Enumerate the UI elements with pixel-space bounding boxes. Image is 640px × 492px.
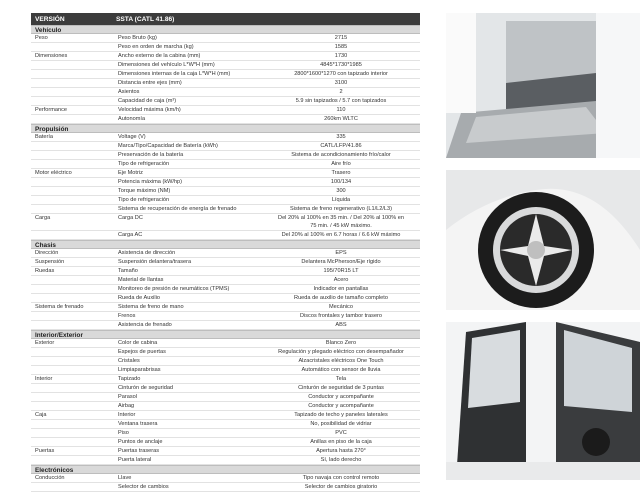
row-value: Alzacristales eléctricos One Touch: [298, 358, 384, 364]
row-group: [31, 420, 116, 428]
row-value: 110: [336, 107, 346, 113]
table-row: [31, 205, 420, 214]
table-row: [31, 366, 420, 375]
row-group: [31, 348, 116, 356]
row-group: [31, 483, 116, 491]
row-spec: Marca/Tipo/Capacidad de Batería (kWh): [118, 143, 218, 149]
row-value: Sí, lado derecho: [320, 457, 362, 463]
row-value: PVC: [335, 430, 347, 436]
row-spec: Carga DC: [118, 215, 143, 221]
row-group: [31, 429, 116, 437]
section-title: Chasis: [31, 240, 420, 249]
row-value: Tapizado de techo y paneles laterales: [294, 412, 388, 418]
row-group: Exterior: [35, 340, 55, 346]
row-spec: Cristales: [118, 358, 140, 364]
row-group: [31, 294, 116, 302]
table-row: [31, 375, 420, 384]
row-spec: Carga AC: [118, 232, 143, 238]
row-value: Sistema de acondicionamiento frío/calor: [291, 152, 391, 158]
row-group: [31, 142, 116, 150]
row-value: 2800*1600*1270 con tapizado interior: [294, 71, 388, 77]
table-row: [31, 169, 420, 178]
row-spec: Piso: [118, 430, 129, 436]
row-spec: Tapizado: [118, 376, 141, 382]
row-group: [31, 384, 116, 392]
row-value: Regulación y plegado eléctrico con desempañador: [278, 349, 404, 355]
table-row: [31, 339, 420, 348]
row-value: Selector de cambios giratorio: [304, 484, 378, 490]
table-row: [31, 133, 420, 142]
row-group: [31, 178, 116, 186]
row-spec: Tipo de refrigeración: [118, 161, 170, 167]
row-value: Discos frontales y tambor trasero: [299, 313, 383, 319]
row-group: [31, 402, 116, 410]
row-group: [31, 285, 116, 293]
row-group: Conducción: [35, 475, 65, 481]
row-value: 5.9 sin tapizados / 5.7 con tapizados: [295, 98, 387, 104]
row-spec: Preservación de la batería: [118, 152, 184, 158]
row-value: Trasero: [331, 170, 351, 176]
row-group: Carga: [35, 215, 51, 221]
wheel-photo: [446, 170, 640, 310]
row-group: [31, 366, 116, 374]
row-spec: Capacidad de caja (m³): [118, 98, 177, 104]
row-group: [31, 151, 116, 159]
row-group: Caja: [35, 412, 47, 418]
table-row: [31, 429, 420, 438]
row-group: [31, 393, 116, 401]
row-group: [31, 79, 116, 87]
row-value: Rueda de auxilio de tamaño completo: [294, 295, 388, 301]
section-title: Vehículo: [31, 25, 420, 34]
table-row: [31, 438, 420, 447]
row-spec: Sistema de freno de mano: [118, 304, 184, 310]
table-row: [31, 151, 420, 160]
table-header: [31, 13, 420, 25]
row-value: Líquida: [331, 197, 351, 203]
table-row: [31, 61, 420, 70]
table-row: [31, 70, 420, 79]
table-row: [31, 402, 420, 411]
row-value: Anillas en piso de la caja: [310, 439, 372, 445]
row-group: Motor eléctrico: [35, 170, 72, 176]
row-spec: Selector de cambios: [118, 484, 169, 490]
row-spec: Peso en orden de marcha (kg): [118, 44, 194, 50]
row-group: Puertas: [35, 448, 55, 454]
row-group: [31, 70, 116, 78]
row-spec: Puerta lateral: [118, 457, 152, 463]
header-version: VERSIÓN: [35, 15, 65, 23]
row-group: [31, 160, 116, 168]
row-group: Suspensión: [35, 259, 65, 265]
section-title: Interior/Exterior: [31, 330, 420, 339]
row-spec: Frenos: [118, 313, 136, 319]
row-spec: Asistencia de dirección: [118, 250, 176, 256]
row-group: [31, 321, 116, 329]
row-spec: Material de llantas: [118, 277, 164, 283]
row-value: 2: [339, 89, 343, 95]
row-spec: Tipo de refrigeración: [118, 197, 170, 203]
table-row: [31, 321, 420, 330]
row-spec: Airbag: [118, 403, 135, 409]
row-value: Conductor y acompañante: [308, 403, 374, 409]
row-group: [31, 196, 116, 204]
row-value: Blanco Zero: [325, 340, 357, 346]
row-group: Peso: [35, 35, 48, 41]
row-value: 1730: [334, 53, 348, 59]
row-value: Aire frío: [331, 161, 351, 167]
row-spec: Tamaño: [118, 268, 138, 274]
row-spec: Asientos: [118, 89, 140, 95]
table-row: [31, 348, 420, 357]
row-group: Ruedas: [35, 268, 55, 274]
table-body: [31, 25, 420, 492]
row-value: 100/134: [330, 179, 352, 185]
table-row: [31, 447, 420, 456]
row-spec: Espejos de puertas: [118, 349, 166, 355]
row-spec: Dimensiones internas de la caja L*W*H (mm): [118, 71, 231, 77]
table-row: [31, 267, 420, 276]
row-value: Mecánico: [329, 304, 353, 310]
row-value: 1585: [334, 44, 348, 50]
row-value: Automático con sensor de lluvia: [301, 367, 381, 373]
row-spec: Cinturón de seguridad: [118, 385, 174, 391]
table-row: [31, 420, 420, 429]
table-row: [31, 178, 420, 187]
row-group: [31, 231, 116, 239]
table-row: [31, 160, 420, 169]
row-value: Cinturón de seguridad de 3 puntas: [298, 385, 384, 391]
table-row: [31, 97, 420, 106]
row-value: 4845*1730*1985: [320, 62, 362, 68]
row-value: 3100: [334, 80, 348, 86]
row-value: Indicador en pantallas: [313, 286, 369, 292]
row-spec: Parasol: [118, 394, 137, 400]
row-group: Performance: [35, 107, 68, 113]
row-spec: Velocidad máxima (km/h): [118, 107, 181, 113]
row-group: [31, 61, 116, 69]
row-group: [31, 88, 116, 96]
table-row: [31, 88, 420, 97]
row-spec: Eje Motriz: [118, 170, 143, 176]
row-spec: Potencia máxima (kW/hp): [118, 179, 183, 185]
row-value: 195/70R15 LT: [323, 268, 359, 274]
table-row: [31, 115, 420, 124]
table-row: [31, 276, 420, 285]
table-row: [31, 411, 420, 420]
table-row: [31, 303, 420, 312]
cargo-area-photo: [446, 13, 640, 158]
table-row: [31, 483, 420, 492]
row-group: [31, 97, 116, 105]
row-spec: Dimensiones del vehículo L*W*H (mm): [118, 62, 215, 68]
table-row: [31, 196, 420, 205]
row-value: Tipo navaja con control remoto: [302, 475, 380, 481]
row-value: 300: [336, 188, 346, 194]
table-row: [31, 393, 420, 402]
table-row: [31, 294, 420, 303]
table-row: [31, 357, 420, 366]
row-group: [31, 187, 116, 195]
row-spec: Distancia entre ejes (mm): [118, 80, 182, 86]
row-group: [31, 438, 116, 446]
row-spec: Peso Bruto (kg): [118, 35, 157, 41]
row-group: Interior: [35, 376, 53, 382]
table-row: [31, 249, 420, 258]
row-spec: Voltage (V): [118, 134, 146, 140]
row-value: ABS: [335, 322, 347, 328]
row-value: Apertura hasta 270°: [316, 448, 366, 454]
row-value: Del 20% al 100% en 35 min. / Del 20% al 100% en 75 min. / 45 kW máximo.: [278, 215, 404, 229]
cabin-doors-photo: [446, 322, 640, 480]
row-group: [31, 456, 116, 464]
row-group: [31, 115, 116, 123]
row-spec: Monitoreo de presión de neumáticos (TPMS): [118, 286, 230, 292]
row-group: [31, 312, 116, 320]
row-value: Conductor y acompañante: [308, 394, 374, 400]
table-row: [31, 258, 420, 267]
row-spec: Suspensión delantera/trasera: [118, 259, 192, 265]
row-value: Del 20% al 100% en 6.7 horas / 6.6 kW máximo: [281, 232, 401, 238]
table-row: [31, 187, 420, 196]
row-spec: Ancho externo de la cabina (mm): [118, 53, 201, 59]
row-spec: Llave: [118, 475, 132, 481]
row-value: Tela: [335, 376, 347, 382]
row-value: 335: [336, 134, 346, 140]
row-spec: Puntos de anclaje: [118, 439, 163, 445]
row-value: Acero: [333, 277, 349, 283]
row-group: Batería: [35, 134, 54, 140]
row-group: [31, 205, 116, 213]
row-spec: Limpiaparabrisas: [118, 367, 161, 373]
table-row: [31, 43, 420, 52]
row-group: [31, 276, 116, 284]
section-title: Propulsión: [31, 124, 420, 133]
row-spec: Torque máximo (NM): [118, 188, 171, 194]
table-row: [31, 456, 420, 465]
row-value: CATL/LFP/41.86: [320, 143, 362, 149]
table-row: [31, 214, 420, 231]
table-row: [31, 106, 420, 115]
table-row: [31, 79, 420, 88]
row-group: Dirección: [35, 250, 59, 256]
spec-table: [31, 13, 420, 492]
row-value: EPS: [335, 250, 347, 256]
row-spec: Ventana trasera: [118, 421, 158, 427]
table-row: [31, 52, 420, 61]
row-spec: Interior: [118, 412, 136, 418]
row-spec: Sistema de recuperación de energía de frenado: [118, 206, 237, 212]
row-spec: Autonomía: [118, 116, 146, 122]
row-spec: Color de cabina: [118, 340, 158, 346]
header-model: SSTA (CATL 41.86): [116, 15, 175, 23]
row-group: [31, 43, 116, 51]
section-title: Electrónicos: [31, 465, 420, 474]
table-row: [31, 285, 420, 294]
table-row: [31, 231, 420, 240]
table-row: [31, 474, 420, 483]
row-group: Dimensiones: [35, 53, 68, 59]
row-spec: Rueda de Auxilio: [118, 295, 160, 301]
row-value: Delantera McPherson/Eje rígido: [301, 259, 381, 265]
table-row: [31, 384, 420, 393]
table-row: [31, 34, 420, 43]
row-spec: Puertas traseras: [118, 448, 160, 454]
row-value: Sistema de freno regenerativo (L1/L2/L3): [290, 206, 392, 212]
row-value: 2715: [334, 35, 348, 41]
table-row: [31, 312, 420, 321]
row-value: No, posibilidad de vidriar: [310, 421, 372, 427]
table-row: [31, 142, 420, 151]
row-spec: Asistencia de frenado: [118, 322, 172, 328]
row-group: Sistema de frenado: [35, 304, 84, 310]
row-group: [31, 357, 116, 365]
row-value: 260km WLTC: [324, 116, 358, 122]
